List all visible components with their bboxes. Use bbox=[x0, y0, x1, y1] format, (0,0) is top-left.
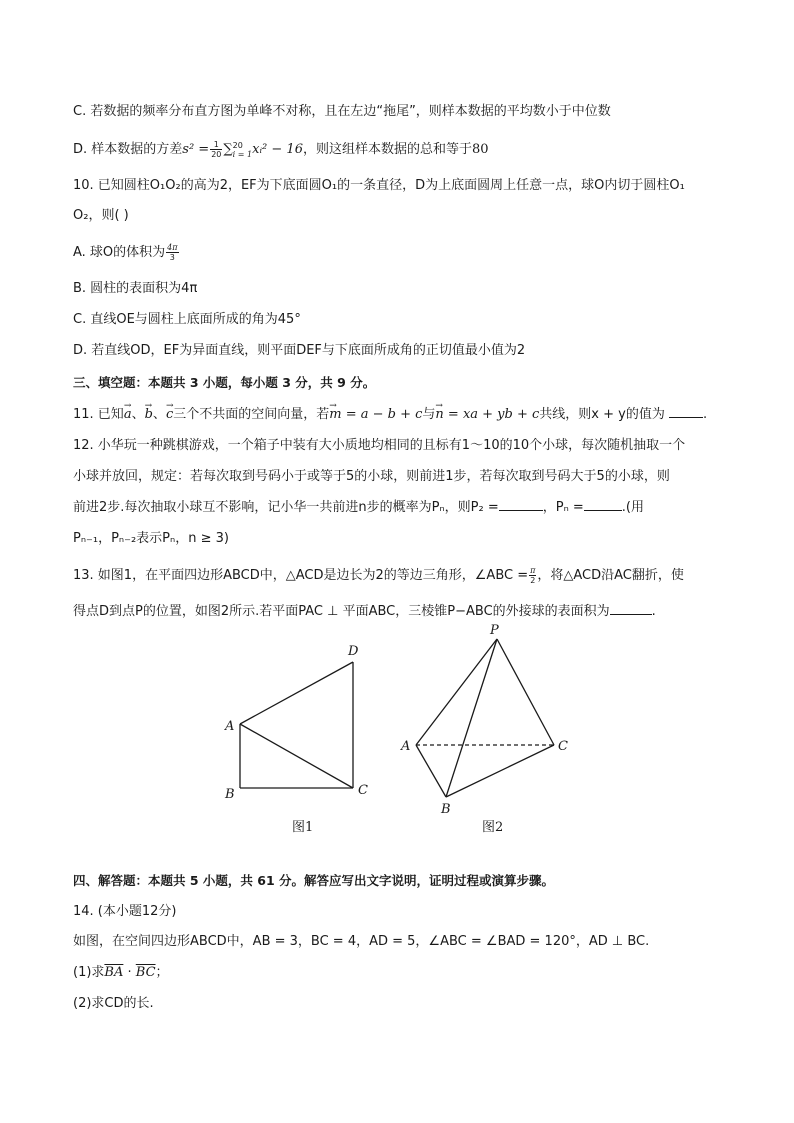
q9-option-d-suffix: ，则这组样本数据的总和等于 bbox=[302, 142, 472, 157]
fig1-edge-da bbox=[240, 662, 353, 724]
q11 bbox=[73, 405, 754, 424]
q12-line1: 12. 小华玩一种跳棋游戏，一个箱子中装有大小质地均相同的且标有1～10的10个小球，每次随机抽取一个 bbox=[73, 438, 686, 453]
q9-option-d bbox=[73, 140, 754, 159]
q9-sum-bottom: i = 1 bbox=[232, 149, 253, 159]
q9-sum-term: xᵢ² − 16 bbox=[252, 142, 303, 157]
section-4-heading: 四、解答题：本题共 5 小题，共 61 分。解答应写出文字说明，证明过程或演算步骤。 bbox=[73, 873, 555, 888]
q10-option-b: B. 圆柱的表面积为4π bbox=[73, 281, 198, 296]
q9-option-d-value: 80 bbox=[471, 142, 489, 157]
fig2-label-p: P bbox=[490, 623, 499, 638]
q12-line3-b: ，Pₙ = bbox=[542, 500, 584, 515]
q10-option-c: C. 直线OE与圆柱上底面所成的角为45° bbox=[73, 312, 301, 327]
fig2-caption: 图2 bbox=[482, 820, 504, 835]
q14-part1 bbox=[73, 964, 754, 982]
q12-line4: Pₙ₋₁，Pₙ₋₂表示Pₙ，n ≥ 3) bbox=[73, 531, 229, 546]
q10-option-a bbox=[73, 243, 754, 262]
q10-option-a-fraction: $\frac{4\pi}{3}$ bbox=[167, 243, 178, 262]
q14-vector-ba: $\overline{BA}$ bbox=[104, 965, 124, 980]
fig1-label-c: C bbox=[358, 783, 368, 798]
q11-vector-m: → m bbox=[329, 406, 341, 424]
q11-answer-blank bbox=[669, 405, 703, 418]
q14-dot: · bbox=[123, 965, 136, 980]
fig2-edge-pc bbox=[497, 639, 554, 745]
q11-suffix: 共线，则x + y的值为 bbox=[539, 407, 665, 422]
fig1-caption: 图1 bbox=[292, 820, 314, 835]
q13-answer-blank bbox=[610, 602, 652, 615]
q12-line3-c: .(用 bbox=[621, 500, 645, 515]
q11-vector-c: → c bbox=[166, 406, 173, 424]
q13-line2-a: 得点D到点P的位置，如图2所示.若平面PAC ⊥ 平面ABC，三棱锥P−ABC的外接球的表面积为 bbox=[73, 604, 610, 619]
q13-figures bbox=[0, 620, 794, 840]
q11-end: . bbox=[702, 407, 708, 422]
fig2-edge-pb bbox=[446, 639, 497, 797]
q11-vector-a: → a bbox=[124, 406, 132, 424]
q13-line2 bbox=[73, 602, 754, 621]
q13-line1-a: 13. 如图1，在平面四边形ABCD中，△ACD是边长为2的等边三角形，∠ABC = bbox=[73, 568, 529, 583]
q10-stem-line2: O₂，则( ) bbox=[73, 208, 129, 223]
q9-variance-lhs: s² = bbox=[182, 142, 210, 157]
fig2-edge-pa bbox=[416, 639, 497, 745]
q11-expr1: = a − b + c bbox=[341, 407, 423, 422]
q9-fraction: $\frac{1}{20}$ bbox=[211, 140, 222, 159]
fig1-label-a: A bbox=[225, 719, 235, 734]
q12-line2: 小球并放回，规定：若每次取到号码小于或等于5的小球，则前进1步，若每次取到号码大于5的小球，则 bbox=[73, 469, 670, 484]
fig2-label-c: C bbox=[558, 739, 568, 754]
q11-sep2: 、 bbox=[152, 407, 166, 422]
section-3-heading: 三、填空题：本题共 3 小题，每小题 3 分，共 9 分。 bbox=[73, 375, 376, 390]
q9-option-d-prefix: D. 样本数据的方差 bbox=[73, 142, 183, 157]
q10-stem-line1: 10. 已知圆柱O₁O₂的高为2，EF为下底面圆O₁的一条直径，D为上底面圆周上任意一点，球O内切于圆柱O₁ bbox=[73, 178, 685, 193]
fig1-label-d: D bbox=[348, 644, 359, 659]
fig2-label-b: B bbox=[441, 802, 451, 817]
q13-line2-end: . bbox=[651, 604, 656, 619]
q13-line1-b: ，将△ACD沿AC翻折，使 bbox=[537, 568, 684, 583]
fig2-edge-bc bbox=[446, 745, 554, 797]
q11-vector-b: → b bbox=[145, 406, 153, 424]
q14-heading: 14. (本小题12分) bbox=[73, 904, 177, 919]
q14-stem: 如图，在空间四边形ABCD中，AB = 3，BC = 4，AD = 5，∠ABC = ∠BAD = 120°，AD ⊥ BC. bbox=[73, 934, 650, 949]
figure-1 bbox=[240, 662, 353, 788]
q14-vector-bc: $\overline{BC}$ bbox=[135, 965, 156, 980]
figure-2 bbox=[416, 639, 554, 797]
q12-blank-pn bbox=[584, 498, 622, 511]
q11-sep1: 、 bbox=[131, 407, 145, 422]
fig1-edge-ac bbox=[240, 724, 353, 788]
q14-part1-suffix: ； bbox=[155, 965, 169, 980]
q12-line3-a: 前进2步.每次抽取小球互不影响，记小华一共前进n步的概率为Pₙ，则P₂ = bbox=[73, 500, 499, 515]
q10-option-a-text: A. 球O的体积为 bbox=[73, 245, 166, 260]
q12-blank-p2 bbox=[499, 498, 543, 511]
q13-line1 bbox=[73, 566, 754, 585]
q11-middle: 三个不共面的空间向量，若 bbox=[173, 407, 330, 422]
q9-option-c: C. 若数据的频率分布直方图为单峰不对称，且在左边“拖尾”，则样本数据的平均数小于中位数 bbox=[73, 104, 611, 119]
q10-option-d: D. 若直线OD，EF为异面直线，则平面DEF与下底面所成角的正切值最小值为2 bbox=[73, 343, 526, 358]
q11-expr2: = xa + yb + c bbox=[443, 407, 540, 422]
q14-part2: (2)求CD的长. bbox=[73, 996, 154, 1011]
q11-with: 与 bbox=[422, 407, 436, 422]
q11-prefix: 11. 已知 bbox=[73, 407, 124, 422]
fig2-label-a: A bbox=[401, 739, 411, 754]
q11-vector-n: → n bbox=[435, 406, 443, 424]
q12-line3 bbox=[73, 498, 754, 517]
fig2-edge-ab bbox=[416, 745, 446, 797]
fig1-label-b: B bbox=[225, 787, 235, 802]
q9-sum-symbol: ∑ bbox=[223, 142, 233, 157]
q14-part1-prefix: (1)求 bbox=[73, 965, 105, 980]
q13-fraction: $\frac{\pi}{2}$ bbox=[530, 566, 536, 585]
q9-sum-top: 20 bbox=[232, 140, 243, 150]
